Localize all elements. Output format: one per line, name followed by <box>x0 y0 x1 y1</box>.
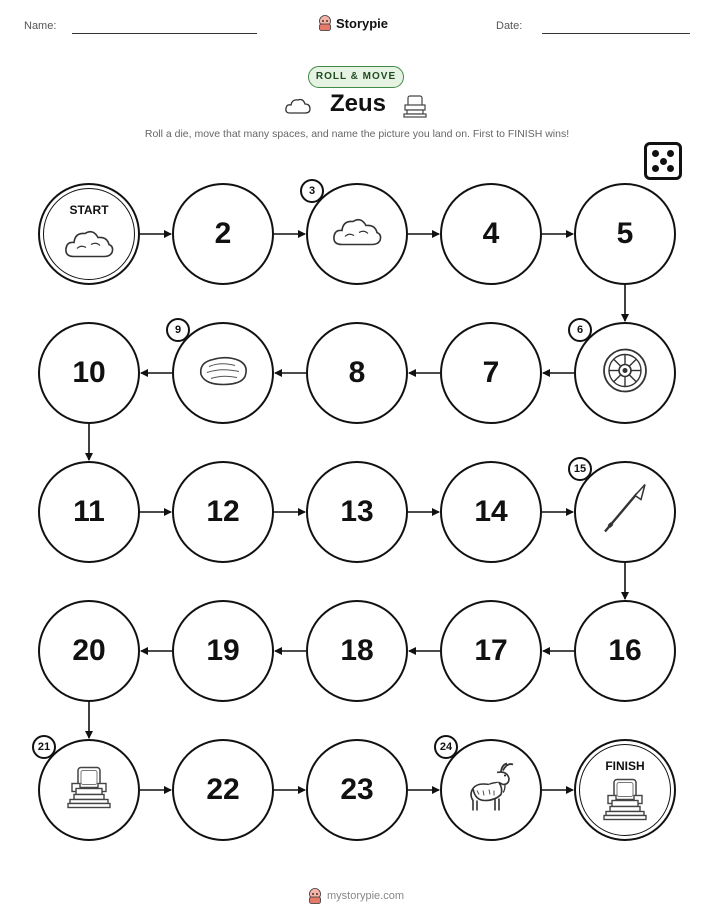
space-number: 7 <box>482 356 500 389</box>
start-space <box>38 183 140 285</box>
name-label: Name: <box>24 20 57 32</box>
storypie-mascot-icon <box>318 15 332 31</box>
space-number: 22 <box>206 773 240 806</box>
space-number: 12 <box>206 495 240 528</box>
space-19 <box>172 600 274 702</box>
stone-icon <box>195 353 251 394</box>
space-number-badge: 6 <box>568 318 592 342</box>
space-8 <box>306 322 408 424</box>
space-18 <box>306 600 408 702</box>
space-5 <box>574 183 676 285</box>
date-line[interactable] <box>542 33 690 34</box>
space-number: 19 <box>206 634 240 667</box>
goat-icon <box>463 761 519 820</box>
cloud-icon <box>284 95 312 117</box>
die-pip <box>652 150 659 157</box>
footer-url: mystorypie.com <box>327 890 405 902</box>
space-12 <box>172 461 274 563</box>
space-number: 23 <box>340 773 374 806</box>
space-number: 10 <box>72 356 106 389</box>
brand-name: Storypie <box>336 15 389 31</box>
space-number: 2 <box>214 217 232 250</box>
cloud-icon <box>63 224 115 267</box>
space-7 <box>440 322 542 424</box>
space-number: 14 <box>474 495 508 528</box>
instructions-text: Roll a die, move that many spaces, and name the picture you land on. First to FINISH wins! <box>144 128 570 140</box>
space-16 <box>574 600 676 702</box>
space-20 <box>38 600 140 702</box>
space-number: 4 <box>482 217 500 250</box>
space-number: 20 <box>72 634 106 667</box>
brand-logo <box>318 13 398 33</box>
throne-icon <box>402 94 428 120</box>
space-number-badge: 3 <box>300 179 324 203</box>
space-number: 17 <box>474 634 508 667</box>
space-number: 13 <box>340 495 374 528</box>
space-13 <box>306 461 408 563</box>
space-23 <box>306 739 408 841</box>
finish-space <box>574 739 676 841</box>
throne-icon <box>603 776 647 827</box>
roll-and-move-badge: ROLL & MOVE <box>308 66 404 88</box>
space-10 <box>38 322 140 424</box>
space-number: 8 <box>348 356 366 389</box>
space-22 <box>172 739 274 841</box>
name-line[interactable] <box>72 33 257 34</box>
finish-label: FINISH <box>605 759 645 773</box>
die-pip <box>667 165 674 172</box>
space-number-badge: 9 <box>166 318 190 342</box>
space-number-badge: 24 <box>434 735 458 759</box>
die-pip <box>667 150 674 157</box>
space-number: 16 <box>608 634 642 667</box>
space-number-badge: 15 <box>568 457 592 481</box>
space-number-badge: 21 <box>32 735 56 759</box>
start-label: START <box>69 203 109 217</box>
die-pip <box>660 158 667 165</box>
die-five-icon <box>644 142 682 180</box>
date-label: Date: <box>496 20 523 32</box>
space-number: 18 <box>340 634 374 667</box>
spear-icon <box>599 482 651 543</box>
space-number: 11 <box>73 495 105 528</box>
storypie-mascot-icon <box>308 888 322 904</box>
throne-icon <box>67 765 111 816</box>
die-pip <box>652 165 659 172</box>
space-4 <box>440 183 542 285</box>
space-11 <box>38 461 140 563</box>
footer <box>308 888 404 904</box>
space-14 <box>440 461 542 563</box>
chariot-wheel-icon <box>601 347 649 400</box>
space-2 <box>172 183 274 285</box>
space-number: 5 <box>616 217 634 250</box>
cloud-icon <box>331 213 383 256</box>
game-title: Zeus <box>329 90 386 117</box>
space-17 <box>440 600 542 702</box>
